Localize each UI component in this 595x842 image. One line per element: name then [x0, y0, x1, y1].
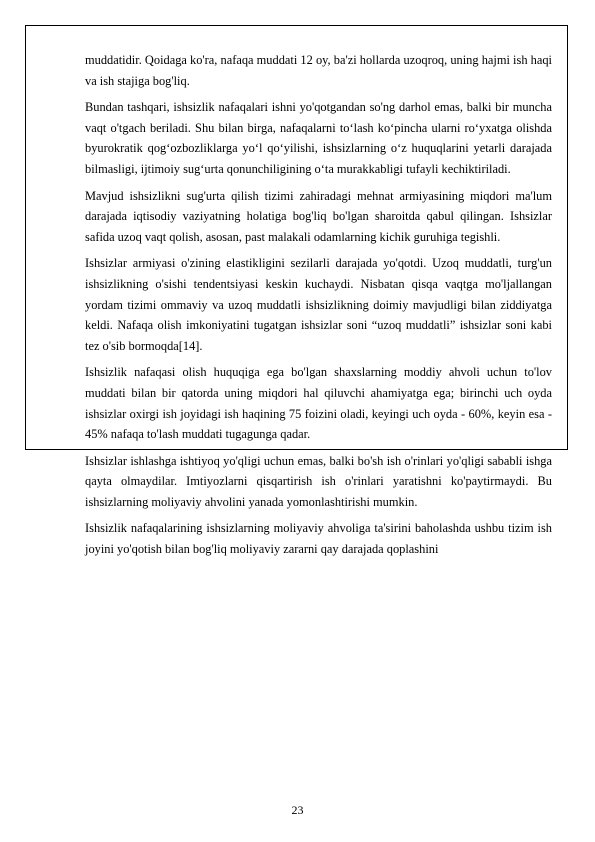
paragraph-3: Mavjud ishsizlikni sug'urta qilish tizimi zahiradagi mehnat armiyasining miqdori ma'lum darajada iqtisodiy vaziyatning holatiga bog'liq bo'lgan sharoitda qabul qilingan. Ishsizlar safida uzoq vaqt qolish, asosan, past malakali odamlarning kichik guruhiga tegishli. — [85, 188, 552, 244]
document-body — [85, 50, 552, 566]
paragraph-4: Ishsizlar armiyasi o'zining elastikligini sezilarli darajada yo'qotdi. Uzoq muddatli, turg'un ishsizlikning o'sishi tendentsiyasi keskin kuchaydi. Nisbatan qisqa vaqtga mo'ljallangan yordam tizimi ommaviy va uzoq muddatli ishsizlikning doimiy mavjudligi bilan ziddiyatga keldi. Nafaqa olish imkoniyatini tugatgan ishsizlar soni “uzoq muddatli” ishsizlar soni kabi tez o'sib bormoqda[14]. — [85, 256, 552, 353]
paragraph-1: muddatidir. Qoidaga ko'ra, nafaqa muddati 12 oy, ba'zi hollarda uzoqroq, uning hajmi ish haqi va ish stajiga bog'liq. — [85, 53, 552, 88]
paragraph-7: Ishsizlik nafaqalarining ishsizlarning moliyaviy ahvoliga ta'sirini baholashda ushbu tizim ish joyini yo'qotish bilan bog'liq moliyaviy zararni qay darajada qoplashini — [85, 521, 552, 557]
paragraph-2: Bundan tashqari, ishsizlik nafaqalari ishni yo'qotgandan so'ng darhol emas, balki bir muncha vaqt o'tgach beriladi. Shu bilan birga, nafaqalarni to‘lash ko‘pincha ularni ro‘yxatga olishda byurokratik qog‘ozbozliklarga yo‘l qo‘yilishi, ishsizlarning o‘z huquqlarini yetarli darajada bilmasligi, ijtimoiy sug‘urta qonunchiligining o‘ta murakkabligi tufayli kechiktiriladi. — [85, 100, 552, 176]
paragraph-5: Ishsizlik nafaqasi olish huquqiga ega bo'lgan shaxslarning moddiy ahvoli uchun to'lov muddati bilan bir qatorda uning miqdori hal qiluvchi ahamiyatga ega; birinchi uch oyda ishsizlar oxirgi ish joyidagi ish haqining 75 foizini oladi, keyingi uch oyda - 60%, keyin esa - 45% nafaqa to'lash muddati tugagunga qadar. — [85, 365, 552, 442]
paragraph-6: Ishsizlar ishlashga ishtiyoq yo'qligi uchun emas, balki bo'sh ish o'rinlari yo'qligi sababli ishga qayta olmaydilar. Imtiyozlarni qisqartirish ish o'rinlari yaratishni ko'paytirmaydi. Bu ishsizlarning moliyaviy ahvolini yanada yomonlashtirishi mumkin. — [85, 453, 552, 509]
page-number: 23 — [291, 803, 304, 817]
